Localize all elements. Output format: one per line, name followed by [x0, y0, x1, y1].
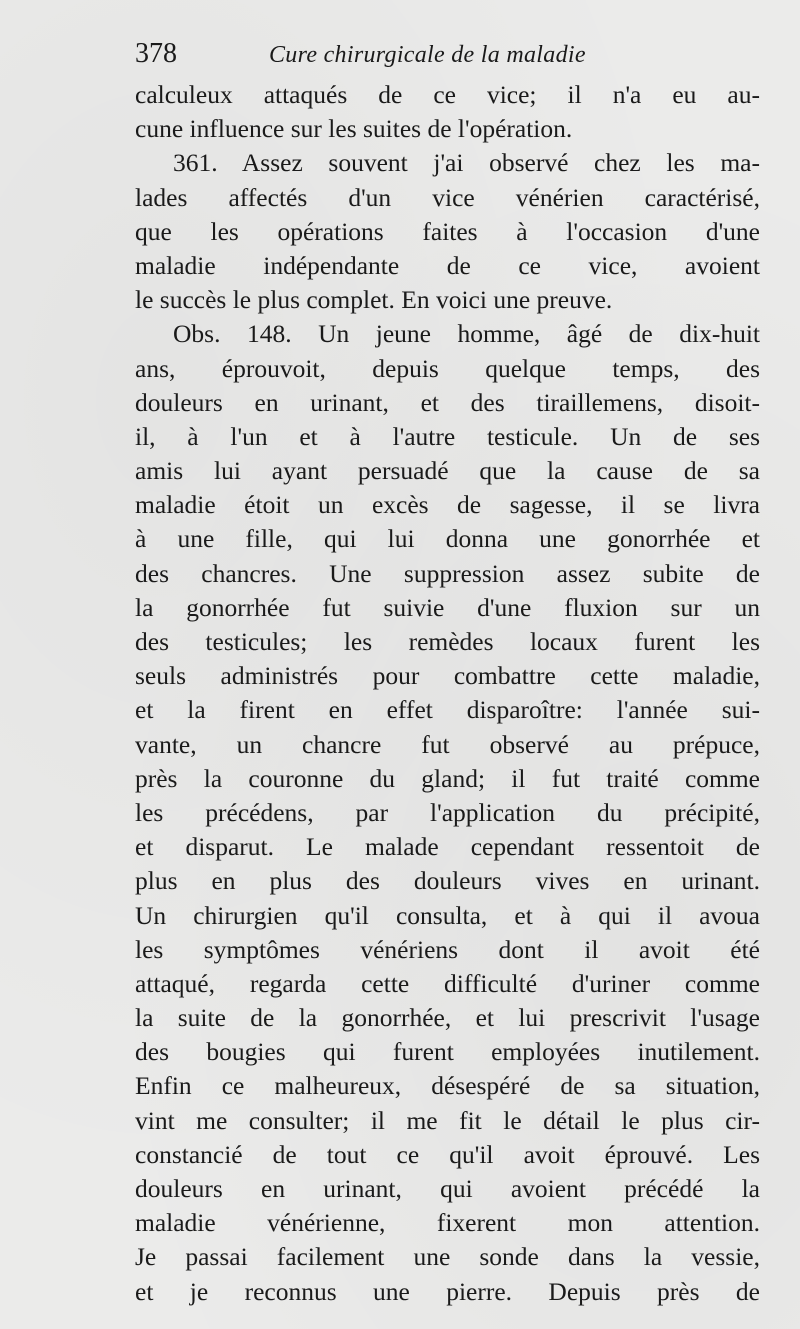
- text-line: des chancres. Une suppression assez subite de: [135, 558, 760, 588]
- page-number: 378: [135, 38, 177, 69]
- text-line: que les opérations faites à l'occasion d'une: [135, 216, 760, 246]
- text-line: la suite de la gonorrhée, et lui prescrivit l'usage: [135, 1003, 760, 1033]
- text-line: plus en plus des douleurs vives en urinant.: [135, 866, 760, 896]
- text-line: Je passai facilement une sonde dans la vessie,: [135, 1242, 760, 1272]
- text-line: douleurs en urinant, et des tiraillemens, disoit-: [135, 387, 760, 417]
- text-line: à une fille, qui lui donna une gonorrhée et: [135, 524, 760, 554]
- text-line: il, à l'un et à l'autre testicule. Un de ses: [135, 421, 760, 451]
- text-line: amis lui ayant persuadé que la cause de sa: [135, 456, 760, 486]
- text-line: constancié de tout ce qu'il avoit éprouvé. Les: [135, 1139, 760, 1169]
- text-line: douleurs en urinant, qui avoient précédé la: [135, 1174, 760, 1203]
- text-line: des testicules; les remèdes locaux furent les: [135, 627, 760, 656]
- text-line: et disparut. Le malade cependant ressentoit de: [135, 832, 760, 862]
- text-line: les symptômes vénériens dont il avoit été: [135, 934, 760, 964]
- text-line: calculeux attaqués de ce vice; il n'a eu au-: [135, 80, 760, 109]
- text-line: ans, éprouvoit, depuis quelque temps, des: [135, 353, 760, 383]
- text-line: des bougies qui furent employées inutilement.: [135, 1037, 760, 1067]
- text-line: attaqué, regarda cette difficulté d'uriner comme: [135, 968, 760, 998]
- text-line: et la firent en effet disparoître: l'année sui-: [135, 695, 760, 725]
- text-line: près la couronne du gland; il fut traité comme: [135, 763, 760, 793]
- paragraph-start-line: 361. Assez souvent j'ai observé chez les ma-: [173, 148, 760, 178]
- text-line: les précédens, par l'application du précipité,: [135, 797, 760, 827]
- page-header: [135, 38, 755, 82]
- text-line: la gonorrhée fut suivie d'une fluxion sur un: [135, 592, 760, 622]
- body-text: [135, 78, 760, 1309]
- text-line: le succès le plus complet. En voici une preuve.: [135, 285, 613, 315]
- text-line: lades affectés d'un vice vénérien caractérisé,: [135, 182, 760, 212]
- text-line: Un chirurgien qu'il consulta, et à qui il avoua: [135, 900, 760, 930]
- text-line: Enfin ce malheureux, désespéré de sa situation,: [135, 1071, 760, 1101]
- text-line: cune influence sur les suites de l'opération.: [135, 114, 573, 144]
- text-line: maladie indépendante de ce vice, avoient: [135, 250, 760, 280]
- text-line: vante, un chancre fut observé au prépuce,: [135, 729, 760, 759]
- text-line: et je reconnus une pierre. Depuis près de: [135, 1276, 760, 1306]
- text-line: maladie étoit un excès de sagesse, il se livra: [135, 490, 760, 520]
- text-line: seuls administrés pour combattre cette maladie,: [135, 661, 760, 691]
- text-line: vint me consulter; il me fit le détail le plus cir-: [135, 1105, 760, 1135]
- text-line: maladie vénérienne, fixerent mon attention.: [135, 1208, 760, 1238]
- observation-start-line: Obs. 148. Un jeune homme, âgé de dix-huit: [173, 319, 760, 349]
- running-head: Cure chirurgicale de la maladie: [269, 42, 586, 68]
